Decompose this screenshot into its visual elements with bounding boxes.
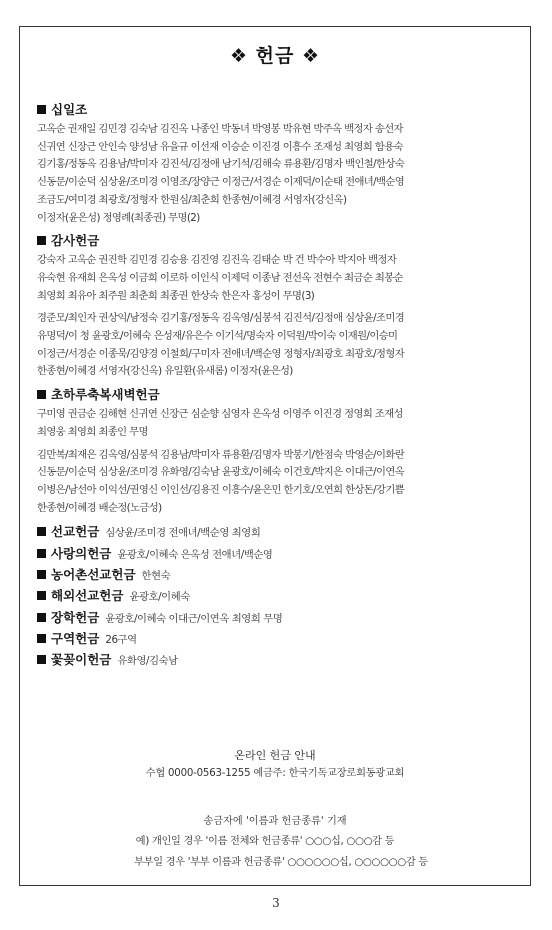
square-bullet-icon	[37, 105, 46, 114]
dawn-names-individual	[37, 406, 520, 441]
square-bullet-icon	[37, 591, 46, 600]
name-line: 이정근/서경순 이종묵/김양경 이철희/구미자 전애녀/백순영 정형자/최광호 최광호/정형자	[37, 347, 405, 360]
square-bullet-icon	[37, 634, 46, 643]
page-title: ❖ 헌금 ❖	[229, 45, 320, 67]
section-flowers: 꽃꽂이헌금 유화영/김숙남	[37, 650, 520, 671]
name-line: 신동문/이순덕 심상윤/조미경 유화영/김숙남 윤광호/이혜숙 이건호/박지은 이대근/이연옥	[37, 466, 405, 479]
offering-content	[37, 97, 520, 671]
section-love: 사랑의헌금 윤광호/이혜숙 은옥성 전애녀/백순영	[37, 544, 520, 565]
name-line: 경준모/최인자 권상익/남정숙 김기홍/정동옥 김옥영/심봉석 김진석/김정애 심상윤/조미경	[37, 312, 405, 325]
name-line: 구미영 권금순 김해현 신귀연 신장근 심순향 심영자 은옥성 이영주 이진경 정영희 조재성	[37, 408, 403, 421]
offering-frame	[19, 26, 531, 886]
name-line: 김만복/최재은 김옥영/심봉석 김용남/박미자 류용환/김명자 박봉기/한점숙 박영순/이화란	[37, 448, 405, 461]
section-heading-tithe: 십일조	[37, 101, 520, 118]
square-bullet-icon	[37, 570, 46, 579]
notice-title: 온라인 헌금 안내	[234, 749, 316, 762]
page-number: 3	[272, 896, 280, 910]
thanks-names-couple	[37, 310, 520, 381]
name-line: 한종현/이혜경 서영자(강신옥) 유일환(유새롬) 이정자(윤은성)	[37, 365, 293, 378]
name-line: 신동문/이순덕 심상윤/조미경 이영조/장양근 이정근/서경순 이제덕/이순태 전애녀/백순영	[37, 176, 405, 189]
section-mission: 선교헌금 심상윤/조미경 전애녀/백순영 최영희	[37, 522, 520, 543]
section-heading-thanks: 감사헌금	[37, 232, 520, 249]
online-offering-notice	[20, 747, 530, 873]
section-scholarship: 장학헌금 윤광호/이혜숙 이대근/이연옥 최영희 무명	[37, 608, 520, 629]
square-bullet-icon	[37, 655, 46, 664]
send-instruction: 송금자에 '이름과 헌금종류' 기재	[203, 816, 347, 827]
thanks-names-individual	[37, 252, 520, 305]
name-line: 유숙현 유재희 은옥성 이금희 이로하 이인식 이제덕 이종남 전선옥 전현수 최금순 최봉순	[37, 271, 403, 284]
section-overseas-mission: 해외선교헌금 윤광호/이혜숙	[37, 586, 520, 607]
section-heading-dawn: 초하루축복새벽헌금	[37, 386, 520, 403]
name-line: 강숙자 고옥순 권진학 김민경 김승용 김진영 김진옥 김태순 박 건 박수아 박지아 백정자	[37, 254, 397, 267]
example-personal: 예) 개인일 경우 '이름 전체와 헌금종류' ○○○십, ○○○감 등	[135, 836, 395, 847]
section-rural-mission: 농어촌선교헌금 한현숙	[37, 565, 520, 586]
name-line: 신귀연 신장근 안인숙 양성남 유을규 이선재 이승순 이진경 이흥수 조재성 최영희 함용숙	[37, 140, 403, 153]
name-line: 이정자(윤은성) 정영례(최종권) 무명(2)	[37, 211, 200, 224]
name-line: 김기홍/정동옥 김용남/박미자 김진석/김정애 남기석/김해숙 류용환/김명자 백인철/한상숙	[37, 158, 405, 171]
section-district: 구역헌금 26구역	[37, 629, 520, 650]
name-line: 조금도/여미경 최광호/정형자 한원심/최춘희 한종현/이혜경 서영자(강신옥)	[37, 193, 347, 206]
bank-account: 수협 0000-0563-1255 예금주: 한국기독교장로회동광교회	[145, 768, 405, 779]
square-bullet-icon	[37, 236, 46, 245]
tithe-names	[37, 121, 520, 227]
name-line: 유명덕/이 청 윤광호/이혜숙 은성재/유은수 이기석/명숙자 이덕원/박이숙 이재원/이승미	[37, 330, 398, 343]
example-couple: 부부일 경우 '부부 이름과 헌금종류' ○○○○○○십, ○○○○○○감 등	[134, 857, 428, 868]
name-line: 최영희 최유아 최주원 최춘희 최종권 한상숙 한은자 홍성이 무명(3)	[37, 289, 315, 302]
square-bullet-icon	[37, 390, 46, 399]
square-bullet-icon	[37, 527, 46, 536]
name-line: 고옥순 권재일 김민경 김숙남 김진옥 나종인 박동녀 박영봉 박유현 박주옥 백정자 송선자	[37, 123, 403, 135]
square-bullet-icon	[37, 613, 46, 622]
dawn-names-couple	[37, 447, 520, 518]
name-line: 한종현/이혜경 배순정(노금성)	[37, 501, 162, 514]
name-line: 최영웅 최영희 최종인 무명	[37, 425, 148, 438]
name-line: 이병은/남선아 이익선/권영신 이인선/김용진 이흥수/윤은민 한기호/오연희 한상돈/강기쁨	[37, 483, 405, 496]
square-bullet-icon	[37, 549, 46, 558]
